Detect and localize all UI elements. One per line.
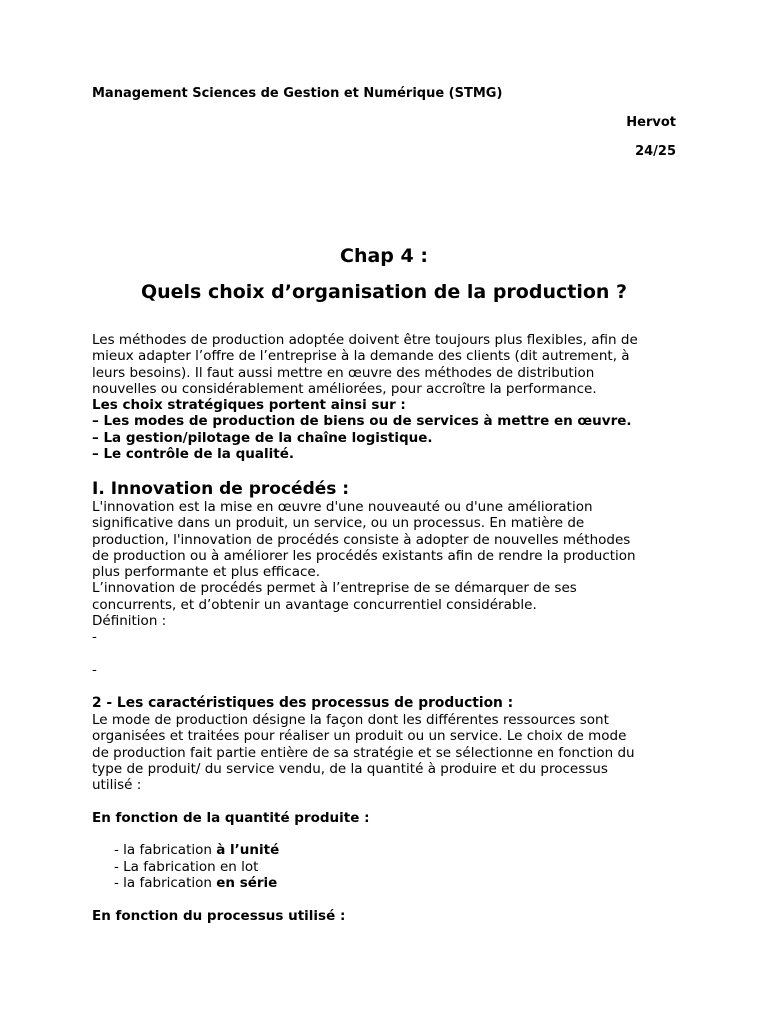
strategic-choices-line: Les choix stratégiques portent ainsi sur :	[92, 397, 406, 414]
section-line: de production ou à améliorer les procédés existants afin de rendre la production	[92, 547, 636, 564]
section-processes	[92, 695, 682, 924]
subheading-process: En fonction du processus utilisé :	[92, 907, 346, 924]
section-line: de production fait partie entière de sa stratégie et se sélectionne en fonction du	[92, 744, 635, 761]
intro-line: mieux adapter l’offre de l’entreprise à la demande des clients (dit autrement, à	[92, 348, 630, 365]
definition-dash: -	[92, 629, 97, 646]
section-line: L'innovation est la mise en œuvre d'une nouveauté ou d'une amélioration	[92, 499, 593, 515]
list-item: - La fabrication en lot	[114, 858, 259, 875]
section-line: type de produit/ du service vendu, de la quantité à produire et du processus	[92, 760, 608, 777]
section-line: significative dans un produit, un service, ou un processus. En matière de	[92, 515, 585, 532]
section-line: organisées et traitées pour réaliser un produit ou un service. Le choix de mode	[92, 728, 627, 745]
section-line: L’innovation de procédés permet à l’entreprise de se démarquer de ses	[92, 580, 577, 597]
definition-label: Définition :	[92, 613, 167, 630]
section-line: concurrents, et d’obtenir un avantage concurrentiel considérable.	[92, 596, 537, 613]
section-line: utilisé :	[92, 777, 142, 794]
section-heading: 2 - Les caractéristiques des processus de production :	[92, 695, 514, 711]
chapter-title: Chap 4 :	[340, 245, 428, 267]
intro-line: nouvelles ou considérablement améliorées, pour accroître la performance.	[92, 380, 597, 397]
section-line: plus performante et plus efficace.	[92, 564, 320, 581]
school-year: 24/25	[635, 144, 676, 159]
chapter-question: Quels choix d’organisation de la production ?	[140, 281, 628, 303]
list-item: - la fabrication en série	[114, 874, 278, 891]
author-name: Hervot	[626, 115, 676, 130]
definition-dash: -	[92, 661, 97, 678]
strategic-choices-line: – La gestion/pilotage de la chaîne logistique.	[92, 429, 433, 446]
list-item: - la fabrication à l’unité	[114, 842, 280, 859]
strategic-choices-line: – Les modes de production de biens ou de services à mettre en œuvre.	[92, 413, 632, 430]
intro-line: Les méthodes de production adoptée doivent être toujours plus flexibles, afin de	[92, 332, 638, 348]
section-heading: I. Innovation de procédés :	[92, 479, 350, 499]
section-line: Le mode de production désigne la façon dont les différentes ressources sont	[92, 712, 609, 728]
subheading-quantity: En fonction de la quantité produite :	[92, 809, 370, 826]
section-innovation	[92, 479, 682, 678]
course-title: Management Sciences de Gestion et Numérique (STMG)	[92, 86, 503, 101]
intro-section	[92, 332, 682, 462]
section-line: production, l'innovation de procédés consiste à adopter de nouvelles méthodes	[92, 531, 631, 548]
strategic-choices-line: – Le contrôle de la qualité.	[92, 446, 294, 463]
intro-line: leurs besoins). Il faut aussi mettre en œuvre des méthodes de distribution	[92, 364, 595, 381]
